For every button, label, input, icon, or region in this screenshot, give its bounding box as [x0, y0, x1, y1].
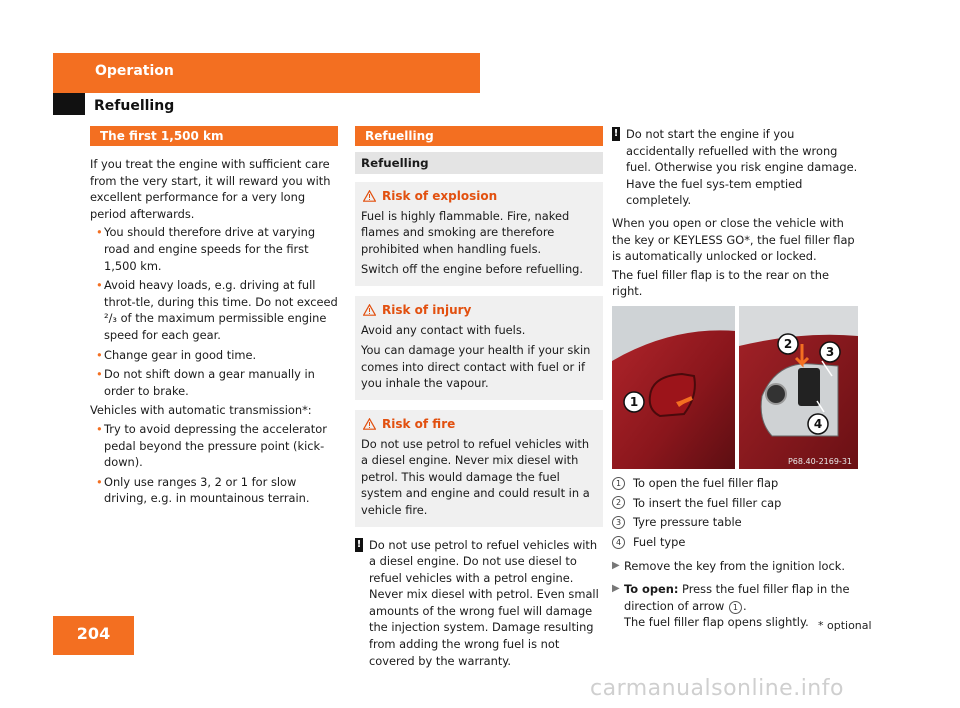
exclamation-icon: ! — [356, 538, 362, 550]
watermark: carmanualsonline.info — [590, 676, 844, 701]
warning-triangle-icon — [363, 418, 376, 430]
warning-text: You can damage your health if your skin comes into direct contact with fuel or if you inhale the vapour. — [361, 343, 591, 391]
warning-text: Fuel is highly flammable. Fire, naked flames and smoking are therefore prohibited when handling fuels. — [361, 208, 570, 256]
bullet-icon: • — [96, 225, 103, 240]
photo-code: P68.40-2169-31 — [787, 456, 852, 466]
svg-text:4: 4 — [813, 416, 823, 431]
callout-number-icon: 1 — [729, 601, 742, 614]
section-heading-refuelling: Refuelling — [355, 126, 603, 146]
note-wrong-fuel — [355, 537, 603, 670]
svg-text:1: 1 — [629, 394, 639, 409]
legend-item: 3 Tyre pressure table — [612, 514, 860, 531]
step-item: ▶ Remove the key from the ignition lock. — [612, 559, 845, 574]
bullet-list — [90, 224, 338, 399]
legend-item: 2 To insert the fuel filler cap — [612, 495, 860, 512]
sub-heading-refuelling: Refuelling — [355, 152, 603, 174]
header-marker — [53, 93, 85, 115]
warning-box-injury — [355, 296, 603, 400]
list-item: • You should therefore drive at varying road and engine speeds for the first 1,500 km. — [96, 225, 316, 273]
section-heading-first-1500km: The first 1,500 km — [90, 126, 338, 146]
svg-text:2: 2 — [783, 336, 793, 351]
step-label: To open: — [624, 581, 679, 596]
warning-box-explosion — [355, 182, 603, 286]
warning-box-fire — [355, 410, 603, 527]
callout-number-icon: 4 — [612, 536, 625, 549]
warning-title: Risk of explosion — [382, 189, 498, 203]
callout-number-icon: 3 — [612, 516, 625, 529]
section-title: Operation — [95, 63, 174, 79]
arrow-right-icon: ▶ — [612, 582, 620, 594]
step-result: The fuel filler flap opens slightly. — [624, 615, 809, 630]
exclamation-icon: ! — [613, 128, 619, 139]
list-item: • Change gear in good time. — [96, 347, 257, 362]
legend-item: 4 Fuel type — [612, 534, 860, 551]
intro-text: If you treat the engine with sufficient care from the very start, it will reward you with excellent performance for a very long period afterwards. — [90, 157, 331, 221]
warning-title: Risk of fire — [382, 416, 456, 431]
bullet-icon: • — [96, 421, 103, 436]
callout-number-icon: 2 — [612, 496, 625, 509]
list-item: • Avoid heavy loads, e.g. driving at full throt-tle, during this time. Do not exceed ²/₃ of the maximum permissible engine speed for each gear. — [96, 278, 338, 342]
column-refuelling — [355, 126, 603, 669]
bullet-icon: • — [96, 474, 103, 489]
warning-title: Risk of injury — [382, 302, 472, 317]
list-item: • Try to avoid depressing the accelerator pedal beyond the pressure point (kick-down). — [96, 421, 327, 470]
bullet-icon: • — [96, 278, 103, 293]
page-title: Refuelling — [94, 98, 175, 114]
bullet-icon: • — [96, 347, 103, 362]
bullet-icon: • — [96, 367, 103, 382]
page-number: 204 — [53, 616, 134, 655]
list-item: • Do not shift down a gear manually in order to brake. — [96, 367, 315, 398]
note-text: Do not use petrol to refuel vehicles with a diesel engine. Do not use diesel to refuel vehicles with a petrol engine. Never mix diesel with petrol. Even small amounts of the wrong fuel will damage the injection system. Damage resulting from adding the wrong fuel is not covered by the warranty. — [369, 537, 599, 668]
photo-legend — [612, 475, 860, 550]
warning-text: Avoid any contact with fuels. — [361, 322, 526, 337]
auto-transmission-intro: Vehicles with automatic transmission*: — [90, 403, 312, 418]
note-engine-start — [612, 126, 860, 209]
column-first-1500km — [90, 126, 338, 510]
legend-item: 1 To open the fuel filler flap — [612, 475, 860, 492]
step-item: ▶ To open: Press the fuel filler flap in the direction of arrow 1 . The fuel filler flap opens slightly. — [612, 581, 850, 630]
warning-text: Do not use petrol to refuel vehicles with a diesel engine. Never mix diesel with petrol. This would damage the fuel system and engine and could result in a vehicle fire. — [361, 436, 590, 517]
paragraph-flap-location: The fuel filler flap is to the rear on the right. — [612, 267, 829, 299]
fuel-flap-illustration — [612, 306, 858, 469]
callout-number-icon: 1 — [612, 477, 625, 490]
warning-triangle-icon — [363, 304, 376, 316]
note-text: Do not start the engine if you accidentally refuelled with the wrong fuel. Otherwise you risk engine damage. Have the fuel sys-tem emptied completely. — [626, 127, 858, 208]
paragraph-keyless: When you open or close the vehicle with the key or KEYLESS GO*, the fuel filler flap is automatically unlocked or locked. — [612, 215, 855, 264]
warning-text: Switch off the engine before refuelling. — [361, 262, 584, 277]
column-fuel-flap — [612, 126, 860, 637]
warning-triangle-icon — [363, 190, 376, 202]
arrow-right-icon: ▶ — [612, 560, 620, 572]
fuel-flap-photo — [612, 306, 858, 469]
optional-footnote: * optional — [818, 619, 872, 632]
svg-text:3: 3 — [825, 344, 835, 359]
list-item: • Only use ranges 3, 2 or 1 for slow driving, e.g. in mountainous terrain. — [96, 474, 310, 506]
auto-bullet-list — [90, 421, 338, 507]
